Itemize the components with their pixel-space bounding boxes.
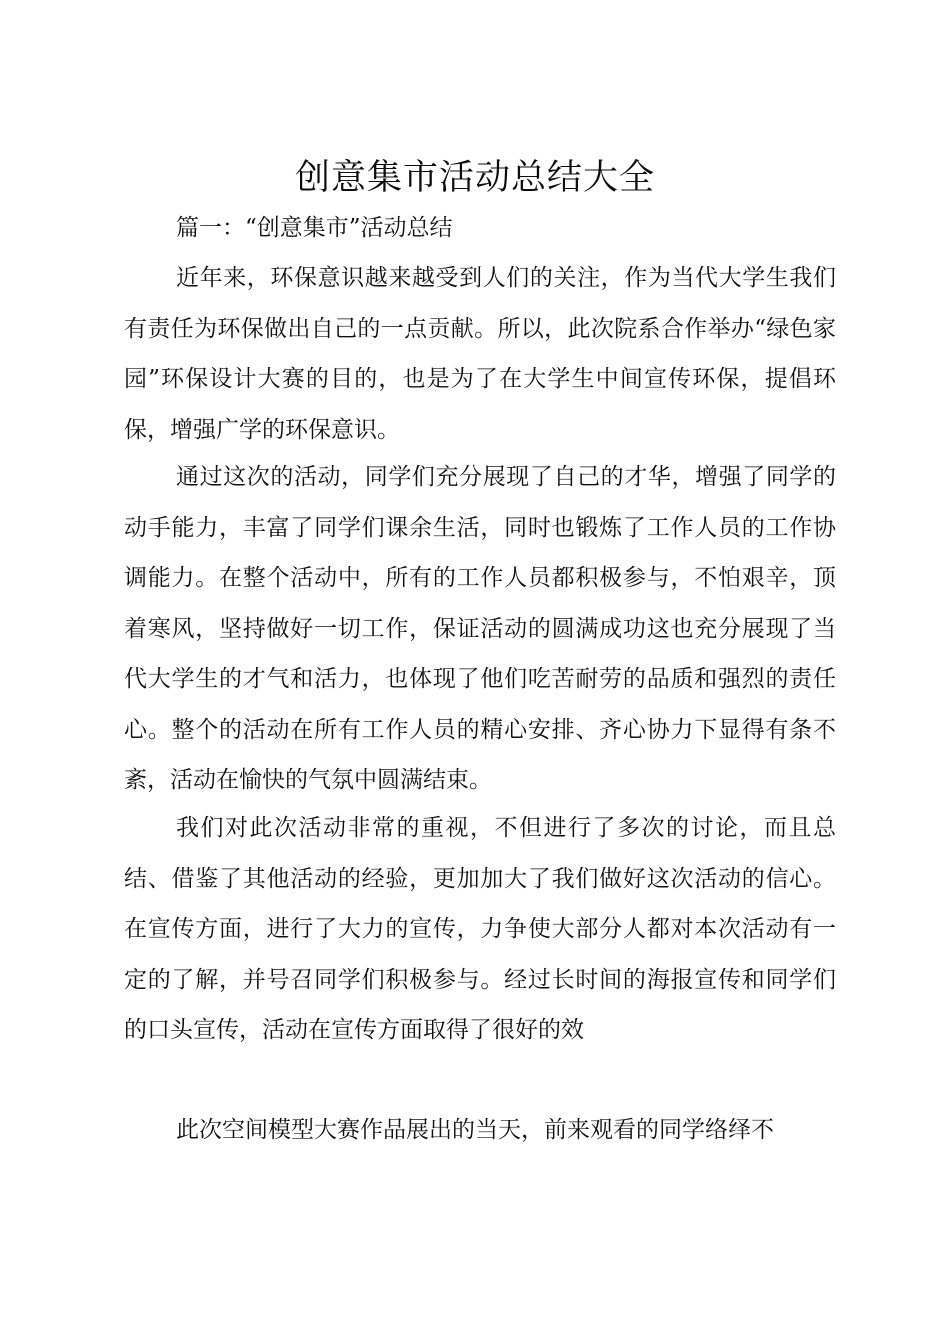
- section-heading: 篇一：“创意集市”活动总结: [176, 215, 453, 241]
- paragraph-3: 我们对此次活动非常的重视，不但进行了多次的讨论，而且总结、借鉴了其他活动的经验，更加加大了我们做好这次活动的信心。在宣传方面，进行了大力的宣传，力争使大部分人都对本次活动有一定的了解，并号召同学们积极参与。经过长时间的海报宣传和同学们的口头宣传，活动在宣传方面取得了很好的效: [124, 815, 836, 1043]
- paragraph-1: 近年来，环保意识越来越受到人们的关注，作为当代大学生我们有责任为环保做出自己的一点贡献。所以，此次院系合作举办“绿色家园”环保设计大赛的目的，也是为了在大学生中间宣传环保，提倡环保，增强广学的环保意识。: [124, 265, 836, 443]
- paragraph-2: 通过这次的活动，同学们充分展现了自己的才华，增强了同学的动手能力，丰富了同学们课余生活，同时也锻炼了工作人员的工作协调能力。在整个活动中，所有的工作人员都积极参与，不怕艰辛，顶着寒风，坚持做好一切工作，保证活动的圆满成功这也充分展现了当代大学生的才气和活力，也体现了他们吃苦耐劳的品质和强烈的责任心。整个的活动在所有工作人员的精心安排、齐心协力下显得有条不紊，活动在愉快的气氛中圆满结束。: [124, 464, 836, 793]
- document-title: 创意集市活动总结大全: [294, 158, 655, 198]
- paragraph-4: 此次空间模型大赛作品展出的当天，前来观看的同学络绎不: [176, 1117, 774, 1143]
